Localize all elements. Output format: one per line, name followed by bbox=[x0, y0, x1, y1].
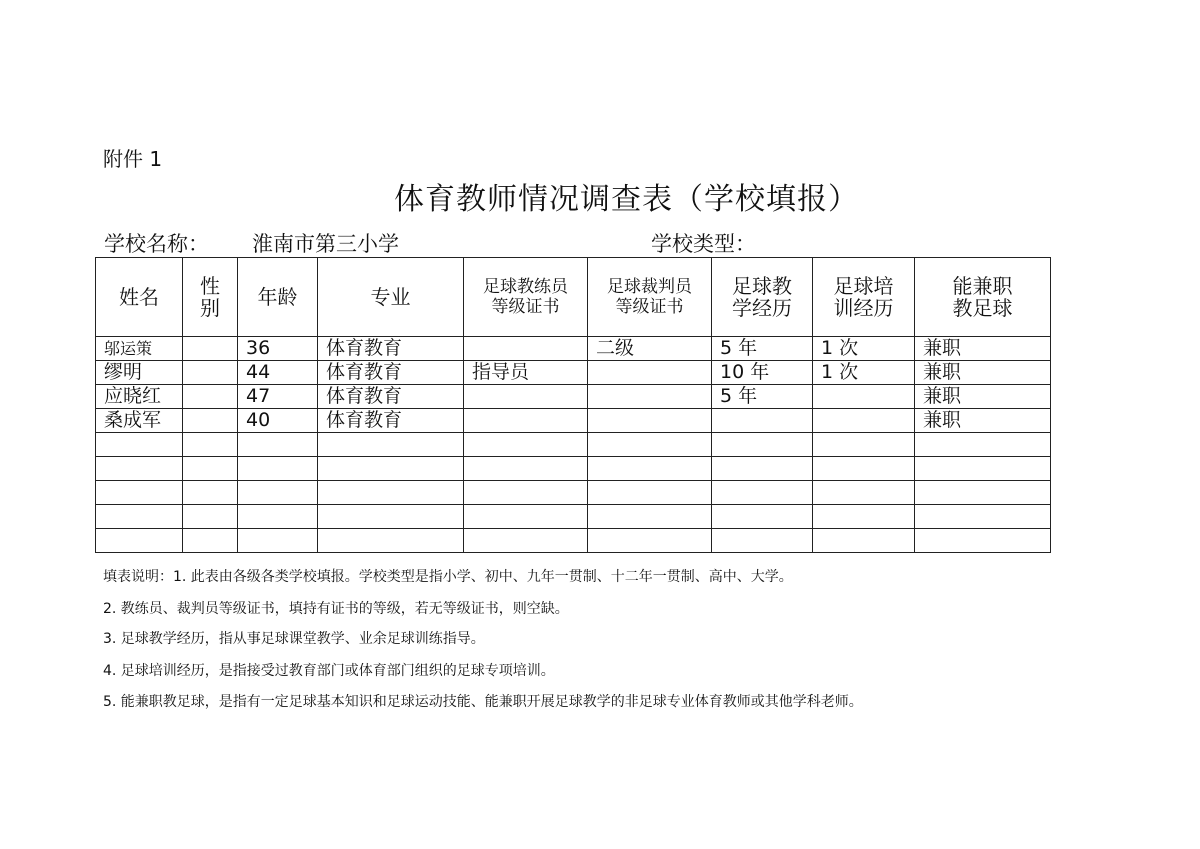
table-cell bbox=[464, 457, 588, 481]
table-cell bbox=[813, 505, 915, 529]
table-cell bbox=[712, 433, 813, 457]
table-cell bbox=[183, 529, 238, 553]
table-cell bbox=[183, 409, 238, 433]
table-cell bbox=[915, 433, 1051, 457]
table-cell bbox=[915, 457, 1051, 481]
table-cell bbox=[813, 529, 915, 553]
header-part-time bbox=[915, 258, 1051, 337]
table-cell bbox=[712, 457, 813, 481]
header-age: 年龄 bbox=[238, 258, 318, 337]
table-cell: 二级 bbox=[588, 337, 712, 361]
table-row bbox=[96, 337, 1051, 361]
table-cell: 兼职 bbox=[915, 361, 1051, 385]
note-3: 3. 足球教学经历，指从事足球课堂教学、业余足球训练指导。 bbox=[103, 631, 485, 647]
table-cell bbox=[588, 457, 712, 481]
table-row bbox=[96, 385, 1051, 409]
table-cell bbox=[588, 409, 712, 433]
table-row bbox=[96, 361, 1051, 385]
table-cell: 体育教育 bbox=[318, 337, 464, 361]
table-cell: 邬运策 bbox=[96, 337, 183, 361]
header-teaching-experience-text: 足球教 学经历 bbox=[732, 274, 792, 320]
table-cell bbox=[712, 409, 813, 433]
table-cell: 兼职 bbox=[915, 409, 1051, 433]
table-cell bbox=[318, 505, 464, 529]
attachment-label: 附件 1 bbox=[103, 147, 163, 171]
table-cell: 应晓红 bbox=[96, 385, 183, 409]
school-name-label: 学校名称： bbox=[104, 232, 209, 256]
note-1: 填表说明：1. 此表由各级各类学校填报。学校类型是指小学、初中、九年一贯制、十二年一贯制、高中、大学。 bbox=[103, 569, 793, 585]
table-cell: 兼职 bbox=[915, 337, 1051, 361]
table-cell bbox=[238, 481, 318, 505]
table-cell bbox=[712, 481, 813, 505]
table-cell bbox=[464, 529, 588, 553]
header-coach-certificate bbox=[464, 258, 588, 337]
table-cell: 40 bbox=[238, 409, 318, 433]
table-cell bbox=[588, 505, 712, 529]
table-cell bbox=[712, 505, 813, 529]
table-cell bbox=[915, 505, 1051, 529]
header-gender-text: 性 别 bbox=[200, 274, 220, 320]
table-cell bbox=[318, 529, 464, 553]
table-cell: 体育教育 bbox=[318, 361, 464, 385]
header-teaching-experience bbox=[712, 258, 813, 337]
note-5: 5. 能兼职教足球，是指有一定足球基本知识和足球运动技能、能兼职开展足球教学的非足球专业体育教师或其他学科老师。 bbox=[103, 694, 863, 710]
table-cell bbox=[813, 409, 915, 433]
table-cell: 体育教育 bbox=[318, 385, 464, 409]
table-cell bbox=[183, 505, 238, 529]
header-referee-certificate bbox=[588, 258, 712, 337]
table-cell: 兼职 bbox=[915, 385, 1051, 409]
table-cell bbox=[238, 457, 318, 481]
table-cell: 47 bbox=[238, 385, 318, 409]
table-cell bbox=[464, 385, 588, 409]
note-4: 4. 足球培训经历，是指接受过教育部门或体育部门组织的足球专项培训。 bbox=[103, 663, 555, 679]
table-cell bbox=[318, 433, 464, 457]
header-training-experience-text: 足球培 训经历 bbox=[833, 274, 894, 320]
table-cell: 1 次 bbox=[813, 361, 915, 385]
table-cell bbox=[318, 457, 464, 481]
table-cell bbox=[183, 385, 238, 409]
header-training-experience bbox=[813, 258, 915, 337]
table-cell bbox=[183, 337, 238, 361]
header-referee-certificate-text: 足球裁判员 等级证书 bbox=[607, 277, 692, 317]
table-cell bbox=[183, 457, 238, 481]
table-row bbox=[96, 457, 1051, 481]
page-title: 体育教师情况调查表（学校填报） bbox=[394, 182, 859, 217]
table-cell bbox=[464, 481, 588, 505]
table-cell: 体育教育 bbox=[318, 409, 464, 433]
table-cell: 桑成军 bbox=[96, 409, 183, 433]
table-cell bbox=[464, 433, 588, 457]
table-row bbox=[96, 529, 1051, 553]
table-cell: 1 次 bbox=[813, 337, 915, 361]
table-cell bbox=[238, 505, 318, 529]
table-cell bbox=[464, 337, 588, 361]
table-cell bbox=[464, 409, 588, 433]
table-cell bbox=[238, 529, 318, 553]
table-cell bbox=[588, 385, 712, 409]
table-row bbox=[96, 505, 1051, 529]
table-cell bbox=[183, 361, 238, 385]
header-coach-certificate-text: 足球教练员 等级证书 bbox=[483, 277, 568, 317]
table-cell bbox=[588, 529, 712, 553]
table-cell: 10 年 bbox=[712, 361, 813, 385]
table-cell bbox=[588, 433, 712, 457]
table-cell bbox=[813, 457, 915, 481]
table-cell: 指导员 bbox=[464, 361, 588, 385]
header-major: 专业 bbox=[318, 258, 464, 337]
table-cell bbox=[464, 505, 588, 529]
table-row bbox=[96, 481, 1051, 505]
table-cell bbox=[96, 481, 183, 505]
table-cell: 5 年 bbox=[712, 337, 813, 361]
table-cell bbox=[813, 433, 915, 457]
table-cell: 5 年 bbox=[712, 385, 813, 409]
school-name-value: 淮南市第三小学 bbox=[252, 232, 399, 256]
table-cell bbox=[813, 481, 915, 505]
table-cell bbox=[238, 433, 318, 457]
table-cell: 44 bbox=[238, 361, 318, 385]
table-cell: 36 bbox=[238, 337, 318, 361]
teacher-survey-table bbox=[95, 257, 1051, 553]
table-cell bbox=[318, 481, 464, 505]
table-cell bbox=[712, 529, 813, 553]
table-cell bbox=[915, 481, 1051, 505]
table-cell bbox=[588, 481, 712, 505]
table-cell bbox=[96, 457, 183, 481]
header-gender bbox=[183, 258, 238, 337]
table-cell bbox=[96, 433, 183, 457]
table-cell bbox=[915, 529, 1051, 553]
table-cell bbox=[96, 505, 183, 529]
table-header-row bbox=[96, 258, 1051, 337]
table-cell bbox=[183, 433, 238, 457]
table-cell: 缪明 bbox=[96, 361, 183, 385]
header-part-time-text: 能兼职 教足球 bbox=[952, 274, 1013, 320]
table-cell bbox=[96, 529, 183, 553]
school-type-label: 学校类型： bbox=[651, 232, 756, 256]
header-name: 姓名 bbox=[96, 258, 183, 337]
table-cell bbox=[813, 385, 915, 409]
table-row bbox=[96, 433, 1051, 457]
table-cell bbox=[588, 361, 712, 385]
table-cell bbox=[183, 481, 238, 505]
table-row bbox=[96, 409, 1051, 433]
note-2: 2. 教练员、裁判员等级证书，填持有证书的等级，若无等级证书，则空缺。 bbox=[103, 601, 569, 617]
